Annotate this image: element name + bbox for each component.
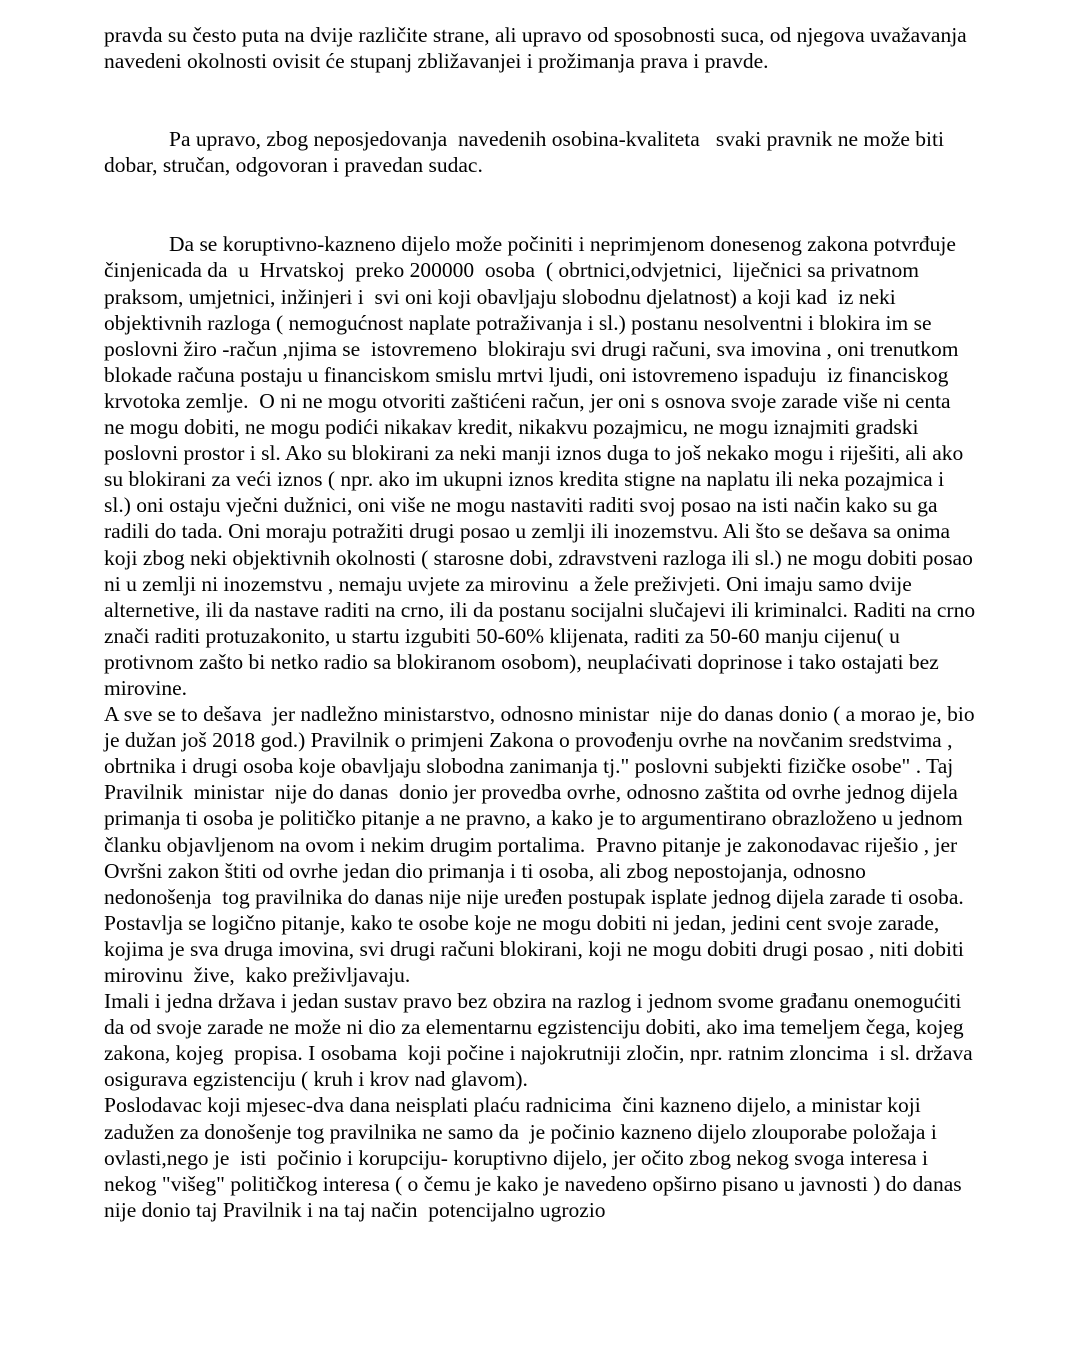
- document-text-body: [104, 22, 981, 1223]
- paragraph-justice-balance: pravda su često puta na dvije različite strane, ali upravo od sposobnosti suca, od njegova uvažavanja navedeni okolnosti ovisit će stupanj zbližavanjei i prožimanja prava i pravde.: [104, 23, 973, 74]
- paragraph-state-right: Imali i jedna država i jedan sustav pravo bez obzira na razlog i jednom svome građanu onemogućiti da od svoje zarade ne može ni dio za elementarnu egzistenciju dobiti, ako ima temeljem čega, kojeg zakona, kojeg propisa. I osobama koji počine i najokrutniji zločin, npr. ratnim zloncima i sl. država osigurava egzistenciju ( kruh i krov nad glavom).: [104, 989, 979, 1092]
- paragraph-lawyer-qualities: Pa upravo, zbog neposjedovanja navedenih osobina-kvaliteta svaki pravnik ne može biti dobar, stručan, odgovoran i pravedan sudac.: [104, 127, 950, 178]
- paragraph-employer-minister: Poslodavac koji mjesec-dva dana neisplati plaću radnicima čini kazneno dijelo, a ministar koji zadužen za donošenje tog pravilnika ne samo da je počinio kazneno dijelo zlouporabe položaja i ovlasti,nego je isti počinio i korupciju- koruptivno dijelo, jer očito zbog nekog svoga interesa i nekog "višeg" političkog interesa ( o čemu je kako je navedeno opširno pisano u javnosti ) do danas nije donio taj Pravilnik i na taj način potencijalno ugrozio: [104, 1093, 968, 1222]
- paragraph-logical-question: Postavlja se logično pitanje, kako te osobe koje ne mogu dobiti ni jedan, jedini cent svoje zarade, kojima je sva druga imovina, svi drugi računi blokirani, koji ne mogu dobiti drugi posao , niti dobiti mirovinu žive, kako preživljavaju.: [104, 910, 970, 987]
- paragraph-ministry-regulation: A sve se to dešava jer nadležno ministarstvo, odnosno ministar nije do danas donio ( a morao je, bio je dužan još 2018 god.) Pravilnik o primjeni Zakona o provođenju ovrhe na novčanim sredstvima , obrtnika i drugi osoba koje obavljaju slobodna zanimanja tj." poslovni subjekti fizičke osobe" . Taj Pravilnik ministar nije do danas donio jer provedba ovrhe, odnosno zaštita od ovrhe jednog dijela primanja ti osoba je političko pitanje a ne pravno, a kako je to argumentirano obrazloženo u jednom članku objavljenom na ovom i nekim drugim portalima. Pravno pitanje je zakonodavac riješio , jer Ovršni zakon štiti od ovrhe jedan dio primanja i ti osoba, ali zbog nepostojanja, odnosno nedonošenja tog pravilnika do danas nije nije uređen postupak isplate jednog dijela zarade ti osoba.: [104, 702, 980, 909]
- paragraph-corruption-blocked-accounts: Da se koruptivno-kazneno dijelo može počiniti i neprimjenom donesenog zakona potvrđuje činjenicada da u Hrvatskoj preko 200000 osoba ( obrtnici,odvjetnici, liječnici sa privatnom praksom, umjetnici, inžinjeri i svi oni koji obavljaju slobodnu djelatnost) a koji kad iz neki objektivnih razloga ( nemogućnost naplate potraživanja i sl.) postanu nesolventni i blokira im se poslovni žiro -račun ,njima se istovremeno blokiraju svi drugi računi, sva imovina , oni trenutkom blokade računa postaju u financiskom smislu mrtvi ljudi, oni istovremeno ispaduju iz financiskog krvotoka zemlje. O ni ne mogu otvoriti zaštićeni račun, jer oni s osnova svoje zarade više ni centa ne mogu dobiti, ne mogu podići nikakav kredit, nikakvu pozajmicu, ne mogu iznajmiti gradski poslovni prostor i sl. Ako su blokirani za neki manji iznos duga to još nekako mogu i riješiti, ali ako su blokirani za veći iznos ( npr. ako im ukupni iznos kredita stigne na naplatu ili neka pozajmica i sl.) oni ostaju vječni dužnici, oni više ne mogu nastaviti raditi svoj posao na isti način kako su ga radili do tada. Oni moraju potražiti drugi posao u zemlji ili inozemstvu. Ali što se dešava sa onima koji zbog neki objektivnih okolnosti ( starosne dobi, zdravstveni razloga ili sl.) ne mogu dobiti posao ni u zemlji ni inozemstvu , nemaju uvjete za mirovinu a žele preživjeti. Oni imaju samo dvije alternetive, ili da nastave raditi na crno, ili da postanu socijalni slučajevi ili kriminalci. Raditi na crno znači raditi protuzakonito, u startu izgubiti 50-60% klijenata, raditi za 50-60 manju cijenu( u protivnom zašto bi netko radio sa blokiranom osobom), neuplaćivati doprinose i tako ostajati bez mirovine.: [104, 232, 981, 700]
- paragraph-spacer: [104, 74, 976, 126]
- paragraph-spacer: [104, 178, 976, 231]
